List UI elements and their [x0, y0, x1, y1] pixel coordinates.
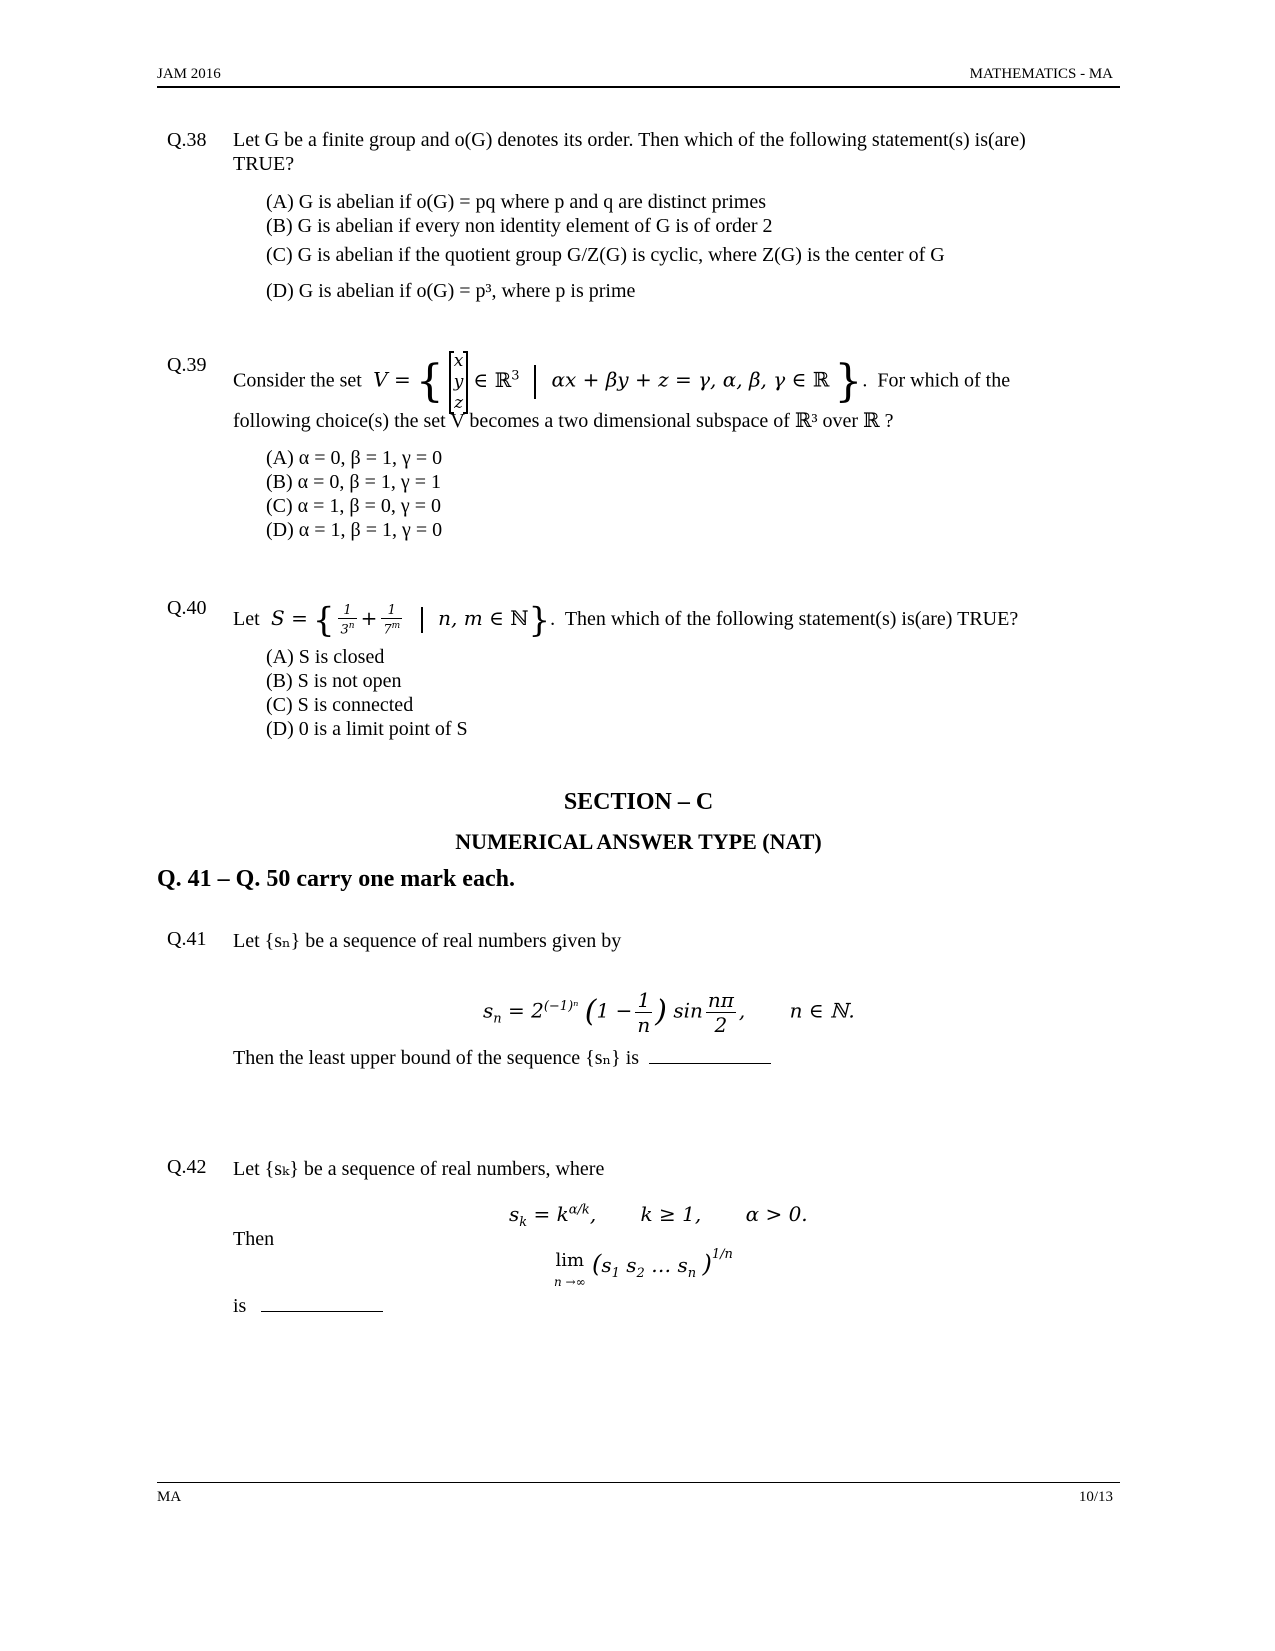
q39-option-c: (C) α = 1, β = 0, γ = 0: [266, 495, 441, 517]
page-number: 10/13: [1078, 1489, 1113, 1505]
q40-set-name: S =: [264, 606, 308, 630]
q39-such-that-bar: [534, 365, 536, 399]
q39-number: Q.39: [167, 354, 207, 376]
q40-such-that-bar: [421, 607, 423, 633]
q39-stem-line2: following choice(s) the set V becomes a two dimensional subspace of ℝ³ over ℝ ?: [233, 410, 894, 432]
q38-option-c: (C) G is abelian if the quotient group G/Z(G) is cyclic, where Z(G) is the center of G: [266, 244, 945, 266]
q41-question-text: Then the least upper bound of the sequence {sₙ} is: [233, 1047, 640, 1069]
q39-set-name: V =: [366, 367, 411, 392]
q38-stem-line2: TRUE?: [233, 153, 295, 175]
q40-open-brace: {: [312, 600, 335, 641]
q40-number: Q.40: [167, 597, 207, 619]
header-left: JAM 2016: [157, 66, 221, 82]
q42-answer-blank[interactable]: [261, 1293, 383, 1312]
q42-then: Then: [233, 1228, 275, 1250]
q42-limit-expression: lim n →∞ ($s_1$ $s_2$ … $s_n$ )$^{1/n}$: [554, 1247, 733, 1289]
q40-option-d: (D) 0 is a limit point of S: [266, 718, 468, 740]
q39-stem-after: For which of the: [877, 369, 1011, 392]
q40-option-c: (C) S is connected: [266, 694, 414, 716]
header-rule: [157, 86, 1120, 88]
q40-option-a: (A) S is closed: [266, 646, 385, 668]
q39-option-d: (D) α = 1, β = 1, γ = 0: [266, 519, 443, 541]
q38-option-a: (A) G is abelian if o(G) = pq where p and q are distinct primes: [266, 191, 767, 213]
q39-condition: αx + βy + z = γ, α, β, γ ∈: [551, 367, 813, 392]
q39-stem-before: Consider the set: [233, 369, 362, 392]
q40-frac-3n: $\frac{1}{3^n}$: [340, 602, 355, 638]
q40-condition: n, m ∈: [438, 606, 511, 630]
footer-rule: [157, 1482, 1120, 1483]
q42-stem: Let {sₖ} be a sequence of real numbers, where: [233, 1158, 605, 1180]
footer-left: MA: [157, 1489, 182, 1505]
q40-close-brace: }: [528, 600, 551, 641]
q38-option-b: (B) G is abelian if every non identity element of G is of order 2: [266, 215, 773, 237]
q39-option-a: (A) α = 0, β = 1, γ = 0: [266, 447, 443, 469]
section-marks-note: Q. 41 – Q. 50 carry one mark each.: [157, 866, 515, 892]
q42-number: Q.42: [167, 1156, 207, 1178]
q38-option-d: (D) G is abelian if o(G) = p³, where p is prime: [266, 280, 636, 302]
q40-frac-7m: $\frac{1}{7^m}$: [383, 602, 401, 638]
q42-is: is: [233, 1295, 247, 1317]
q41-stem: Let {sₙ} be a sequence of real numbers given by: [233, 930, 622, 952]
q39-option-b: (B) α = 0, β = 1, γ = 1: [266, 471, 441, 493]
q41-formula: $s_n = 2^{(-1)^n}$ (1 − $\frac{1}{n}$ ) sin $\frac{n\pi}{2}$ , n ∈ ℕ.: [483, 987, 855, 1037]
q39-stem-line1: Consider the set V = { x y z ∈ ℝ$^3$ αx + βy + z = γ, α, β, γ ∈ ℝ }. For which of the: [233, 350, 1011, 413]
q42-definition: $s_k = k^{\alpha/k}$, k ≥ 1, α > 0.: [509, 1202, 808, 1230]
q42-answer-line: [233, 1293, 383, 1318]
q38-number: Q.38: [167, 129, 207, 151]
q40-stem: Let S = { $\frac{1}{3^n}$ + $\frac{1}{7^m}$ n, m ∈ ℕ}. Then which of the following statement(s) is(are) TRUE?: [233, 600, 1019, 641]
q40-stem-before: Let: [233, 608, 260, 630]
section-title: SECTION – C: [563, 789, 714, 815]
q41-question: [233, 1045, 771, 1070]
q39-close-brace: }: [834, 356, 863, 408]
q39-in-r3: ∈ ℝ$^3$: [473, 367, 520, 392]
q38-stem-line1: Let G be a finite group and o(G) denotes its order. Then which of the following statement(s) is(are): [233, 129, 1026, 151]
q40-stem-after: Then which of the following statement(s) is(are) TRUE?: [564, 608, 1019, 630]
q39-vector: x y z: [449, 351, 469, 414]
q39-open-brace: {: [415, 356, 444, 408]
q41-answer-blank[interactable]: [649, 1045, 771, 1064]
section-subtitle: NUMERICAL ANSWER TYPE (NAT): [455, 829, 822, 854]
q41-number: Q.41: [167, 928, 207, 950]
q40-option-b: (B) S is not open: [266, 670, 402, 692]
header-right: MATHEMATICS - MA: [969, 66, 1113, 82]
